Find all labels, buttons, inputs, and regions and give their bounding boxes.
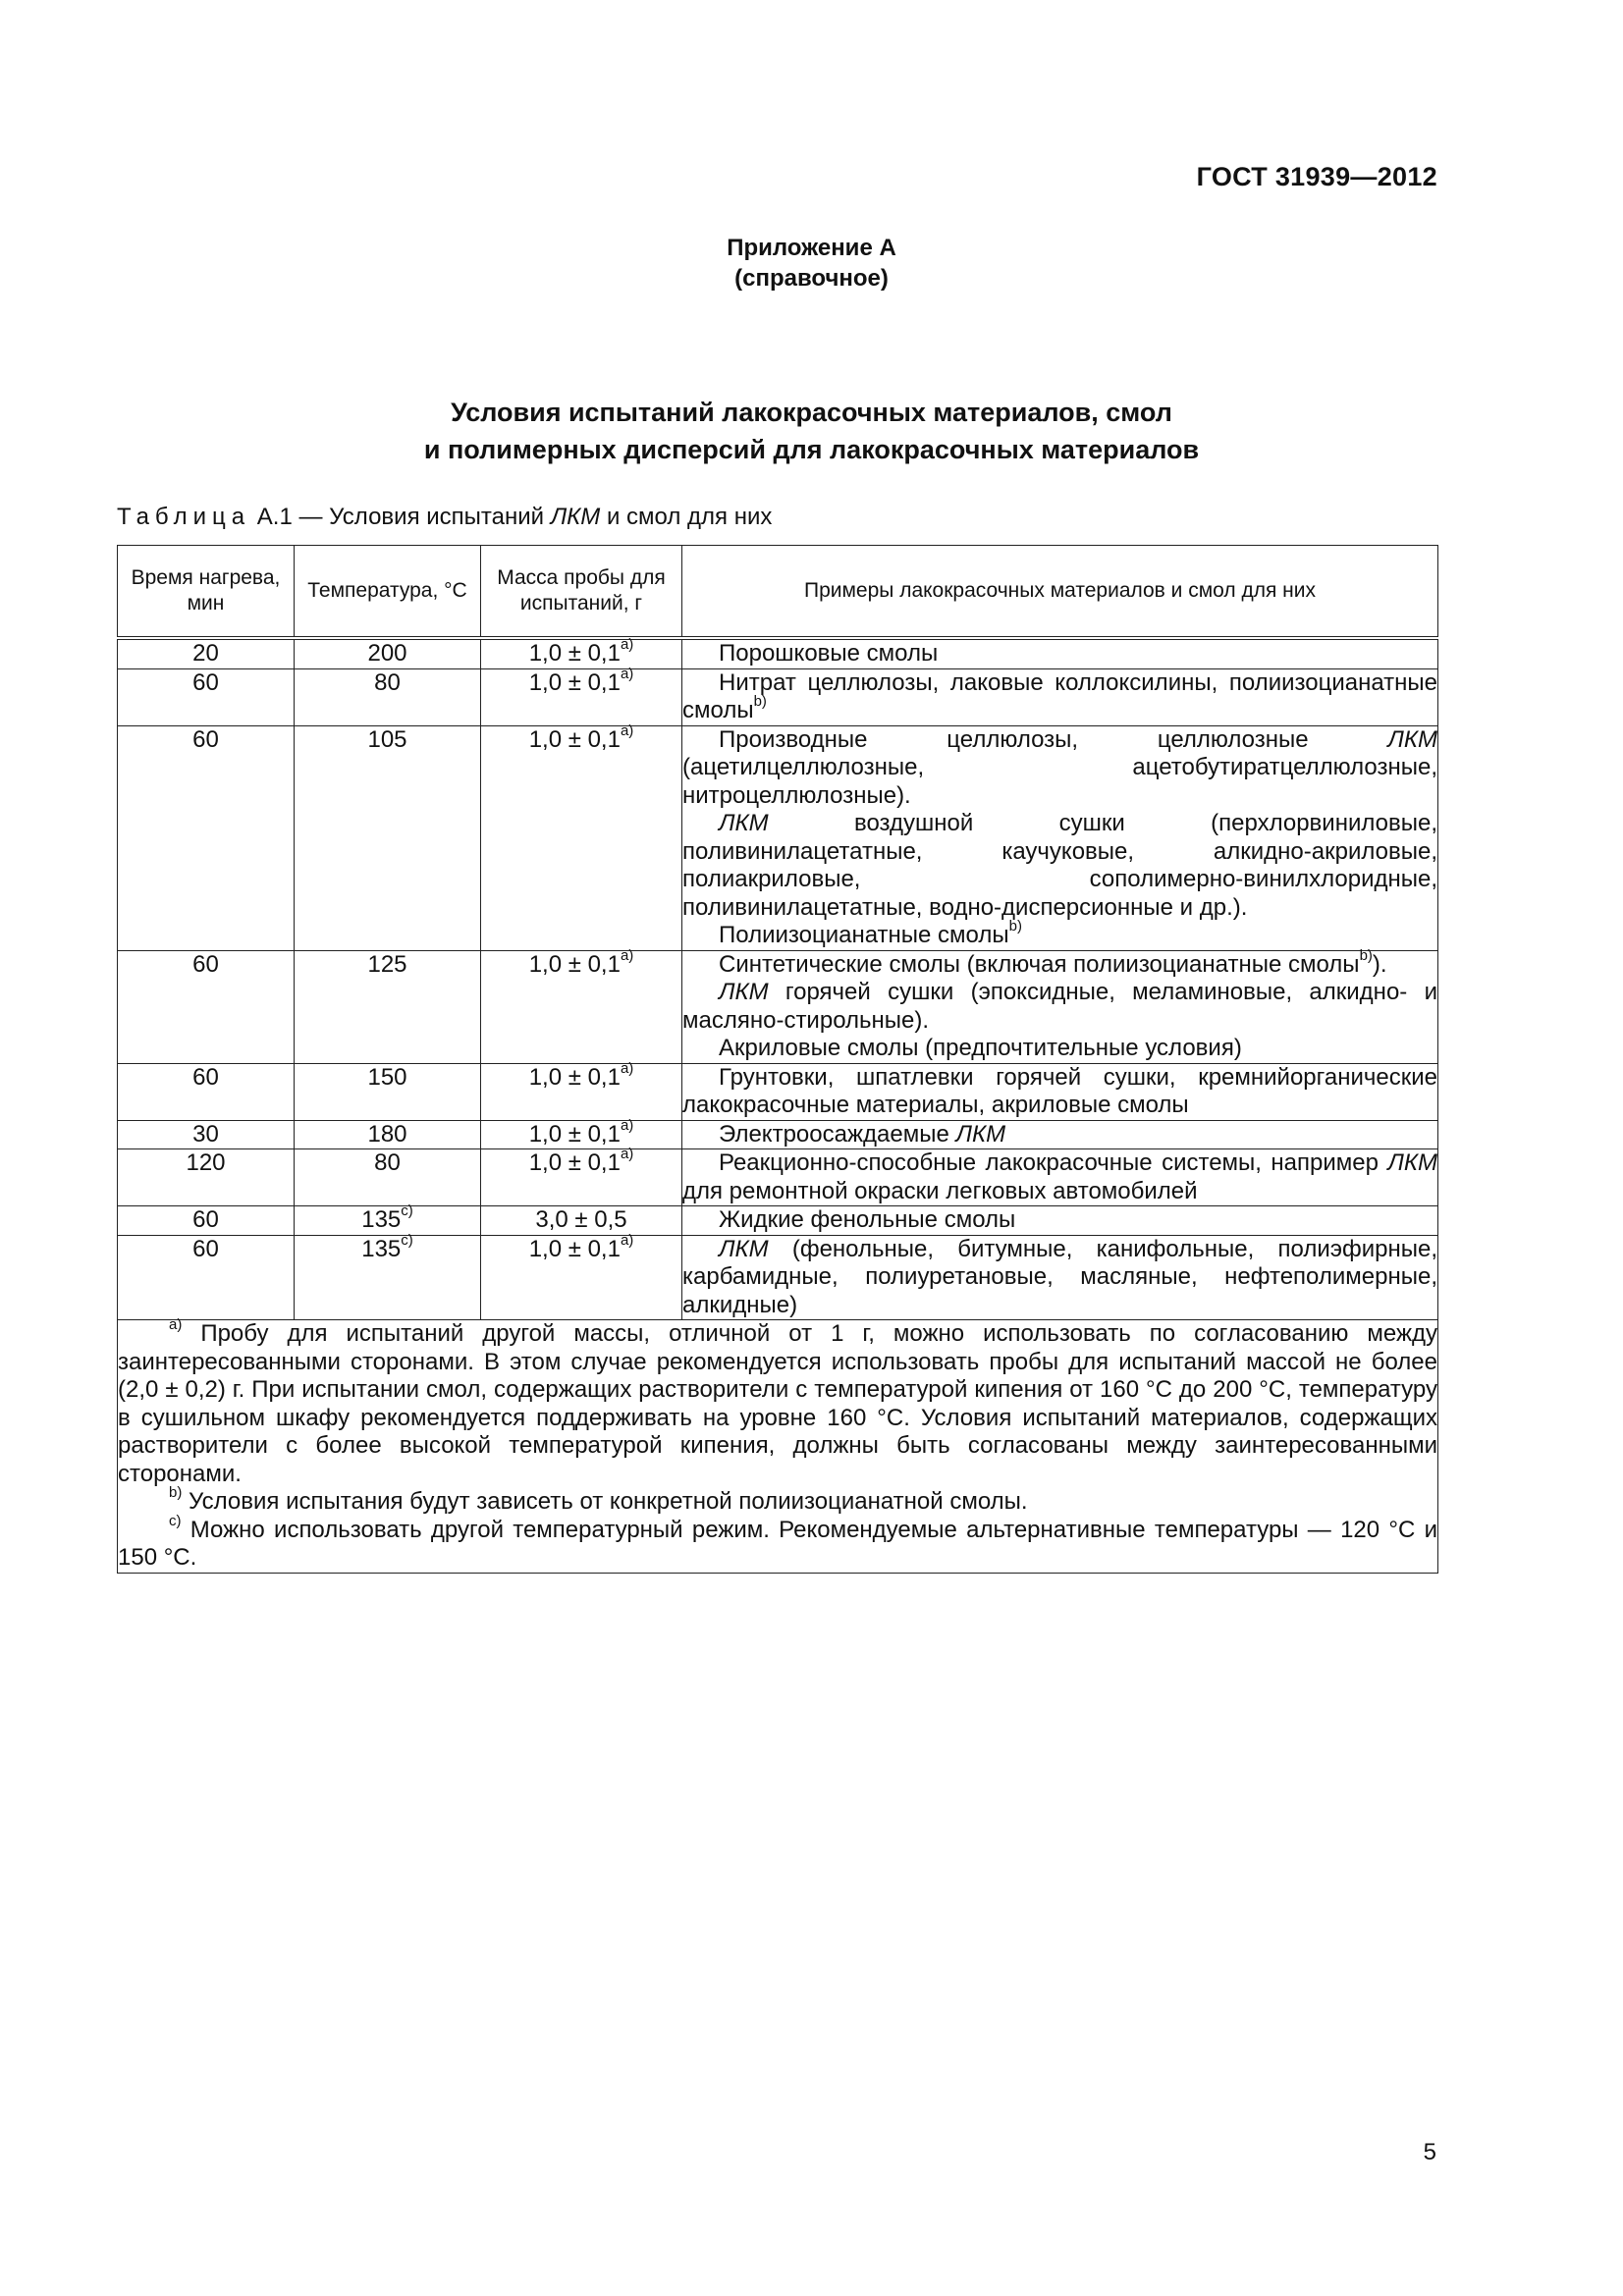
header-heating-time: Время нагрева, мин [118,546,295,639]
description-text: для ремонтной окраски легковых автомобилей [682,1177,1198,1204]
table-body [118,638,1438,1320]
description-paragraph [682,726,1437,811]
footnote-text: Пробу для испытаний другой массы, отличной от 1 г, можно использовать по согласованию между заинтересованными сторонами. В этом случае рекомендуется использовать пробы для испытаний массой не более (2,0 ± 0,2) г. При испытании смол, содержащих растворители с температурой кипения от 160 °С до 200 °С, температуру в сушильном шкафу рекомендуется поддерживать на уровне 160 °С. Условия испытаний материалов, содержащих растворители с более высокой температурой кипения, должны быть согласованы между заинтересованными сторонами. [118,1320,1437,1487]
abbreviation: ЛКМ [719,979,769,1005]
footnote-mark: b) [753,693,767,710]
section-title-line-1: Условия испытаний лакокрасочных материалов, смол [451,398,1172,427]
description-text: Грунтовки, шпатлевки горячей сушки, кремнийорганические лакокрасочные материалы, акриловые смолы [682,1063,1437,1118]
cell-material-examples [682,638,1438,668]
table-caption-abbr: ЛКМ [550,504,601,530]
footnote-mark: c) [169,1512,182,1529]
cell-heating-time: 60 [118,950,295,1063]
cell-sample-mass: $1,0 \pm 0,1^{a)}$ [481,638,682,668]
description-paragraph [682,1149,1437,1205]
annex-status: (справочное) [734,265,889,292]
footnote-mark: c) [401,1231,413,1249]
footnote [118,1316,1437,1488]
section-title-line-2: и полимерных дисперсий для лакокрасочных материалов [423,435,1200,464]
standard-number: ГОСТ 31939—2012 [1196,162,1437,191]
page-number: 5 [1423,2139,1436,2165]
header-temperature: Температура, °С [295,546,481,639]
abbreviation: ЛКМ [719,1235,769,1262]
abbreviation: ЛКМ [955,1120,1006,1148]
footnote-mark: a) [620,946,634,964]
cell-temperature: 200 [295,638,481,668]
description-text: Жидкие фенольные смолы [719,1206,1016,1233]
table-notes [118,1316,1438,1574]
table-caption-number: А.1 [256,504,293,530]
footnote-mark: a) [620,1231,634,1249]
description-paragraph [682,640,1437,668]
cell-sample-mass: $1,0 \pm 0,1^{a)}$ [481,1063,682,1120]
footnote-mark: a) [620,1116,634,1134]
table-notes-row [118,1320,1438,1574]
table-caption-sep: — Условия испытаний [292,504,551,530]
description-text: Акриловые смолы (предпочтительные условия) [719,1035,1242,1061]
description-paragraph [682,1035,1437,1063]
description-paragraph [682,979,1437,1035]
annex-title: Приложение А [727,235,896,261]
cell-heating-time: 60 [118,725,295,950]
cell-temperature: 80 [295,668,481,725]
cell-sample-mass: $1,0 \pm 0,1^{a)}$ [481,725,682,950]
description-paragraph [682,946,1437,980]
cell-heating-time: 60 [118,668,295,725]
cell-temperature: 150 [295,1063,481,1120]
header-material-examples: Примеры лакокрасочных материалов и смол для них [682,546,1438,639]
abbreviation: ЛКМ [1387,725,1437,753]
cell-temperature: 80 [295,1149,481,1206]
cell-material-examples [682,668,1438,725]
description-text: (фенольные, битумные, канифольные, полиэфирные, карбамидные, полиуретановые, масляные, нефтеполимерные, алкидные) [682,1235,1437,1318]
description-paragraph [682,918,1437,950]
abbreviation: ЛКМ [1387,1149,1437,1176]
cell-material-examples [682,1063,1438,1120]
cell-material-examples [682,946,1438,1063]
cell-material-examples [682,725,1438,950]
cell-temperature: 135$^{c)}$ [295,1206,481,1236]
footnote [118,1512,1437,1573]
footnote-mark: a) [620,636,634,653]
footnote [118,1484,1437,1517]
cell-temperature: 125 [295,950,481,1063]
footnote-mark: a) [620,1059,634,1077]
cell-sample-mass: $1,0 \pm 0,1^{a)}$ [481,1149,682,1206]
abbreviation: ЛКМ [719,810,769,836]
table-header-row [118,546,1438,639]
cell-material-examples [682,1149,1438,1206]
cell-sample-mass: $1,0 \pm 0,1^{a)}$ [481,1235,682,1320]
description-text: горячей сушки (эпоксидные, меламиновые, алкидно- и масляно-стирольные). [682,979,1437,1034]
description-text: Порошковые смолы [719,640,939,667]
table-row [118,1206,1438,1236]
cell-sample-mass: $1,0 \pm 0,1^{a)}$ [481,950,682,1063]
description-text: Нитрат целлюлозы, лаковые коллоксилины, полиизоцианатные смолы [682,668,1437,723]
description-text: ). [1372,950,1387,978]
cell-material-examples [682,1235,1438,1320]
table-row [118,638,1438,668]
footnote-mark: a) [620,721,634,739]
cell-material-examples [682,1206,1438,1236]
description-text: Полиизоцианатные смолы [719,922,1009,948]
description-text: воздушной сушки (перхлорвиниловые, поливинилацетатные, каучуковые, алкидно-акриловые, полиакриловые, сополимерно-винилхлоридные, поливинилацетатные, водно-дисперсионные и др.). [682,810,1437,921]
cell-heating-time: 60 [118,1063,295,1120]
footnote-mark: a) [620,1146,634,1162]
footnote-mark: b) [1359,946,1373,964]
description-paragraph [682,1236,1437,1320]
cell-temperature: 105 [295,725,481,950]
annex-heading [0,233,1623,294]
cell-heating-time: 120 [118,1149,295,1206]
table-row [118,725,1438,950]
cell-heating-time: 60 [118,1206,295,1236]
cell-material-examples [682,1120,1438,1149]
cell-temperature: 135$^{c)}$ [295,1235,481,1320]
test-conditions-table [117,545,1438,1574]
table-row [118,1120,1438,1149]
cell-sample-mass: $1,0 \pm 0,1^{a)}$ [481,1120,682,1149]
description-text: (ацетилцеллюлозные, ацетобутиратцеллюлозные, нитроцеллюлозные). [682,754,1437,809]
description-text: Производные целлюлозы, целлюлозные [719,725,1388,753]
header-sample-mass: Масса пробы для испытаний, г [481,546,682,639]
table-caption-rest: и смол для них [600,504,773,530]
footnote-text: Условия испытания будут зависеть от конкретной полиизоцианатной смолы. [182,1488,1028,1515]
footnote-mark: a) [620,665,634,682]
table-caption-label: Таблица [117,504,251,530]
description-paragraph [682,1064,1437,1120]
cell-heating-time: 60 [118,1235,295,1320]
cell-sample-mass: $1,0 \pm 0,1^{a)}$ [481,668,682,725]
cell-heating-time: 20 [118,638,295,668]
description-text: Электроосаждаемые [719,1120,956,1148]
footnote-mark: c) [401,1202,413,1219]
table-row [118,1149,1438,1206]
description-paragraph [682,1121,1437,1149]
footnote-mark: b) [169,1484,183,1501]
table-row [118,950,1438,1063]
cell-sample-mass: 3,0 ± 0,5 [481,1206,682,1236]
description-paragraph [682,1206,1437,1235]
section-title [0,394,1623,468]
description-text: Реакционно-способные лакокрасочные системы, например [719,1149,1388,1176]
table-row [118,1235,1438,1320]
description-paragraph [682,669,1437,725]
table-row [118,668,1438,725]
description-text: Синтетические смолы (включая полиизоцианатные смолы [719,950,1360,978]
description-paragraph [682,810,1437,922]
cell-temperature: 180 [295,1120,481,1149]
footnote-text: Можно использовать другой температурный режим. Рекомендуемые альтернативные температуры — 120 °С и 150 °С. [118,1516,1437,1571]
cell-heating-time: 30 [118,1120,295,1149]
footnote-mark: a) [169,1316,183,1333]
table-row [118,1063,1438,1120]
table-caption [117,504,772,531]
footnote-mark: b) [1008,918,1022,934]
